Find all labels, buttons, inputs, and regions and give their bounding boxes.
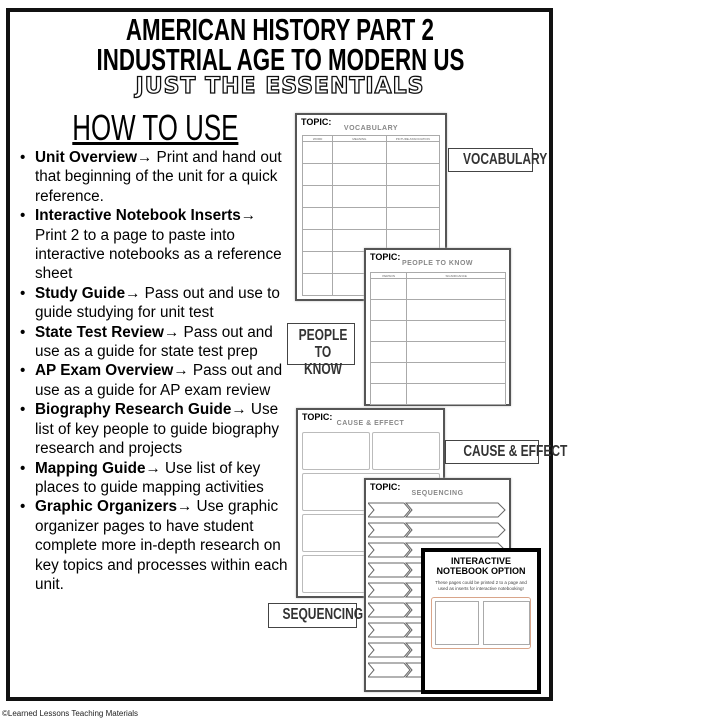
how-to-use-list xyxy=(20,148,290,594)
how-to-use-item xyxy=(20,323,290,362)
topic-label: TOPIC: xyxy=(370,252,401,262)
how-to-use-item xyxy=(20,206,290,284)
people-to-know-preview xyxy=(364,248,511,406)
column-header: MEANING xyxy=(333,136,386,142)
people-table xyxy=(370,272,506,405)
item-description: Use list of key people to guide biography research and projects xyxy=(35,401,280,458)
heading-text: HOW TO USE xyxy=(72,107,239,148)
column-header: PICTURE ASSOCIATION xyxy=(386,136,439,142)
topic-label: TOPIC: xyxy=(302,412,333,422)
subtitle: JUST THE ESSENTIALS xyxy=(135,74,425,99)
preview-title: VOCABULARY xyxy=(343,125,399,132)
topic-label: TOPIC: xyxy=(370,482,401,492)
cause-effect-label xyxy=(445,440,568,464)
how-to-use-item xyxy=(20,284,290,323)
item-description: Print 2 to a page to paste into interactive notebooks as a reference sheet xyxy=(35,226,282,283)
how-to-use-item xyxy=(20,459,290,498)
item-name: Study Guide→ xyxy=(35,284,141,302)
sequence-arrow-row xyxy=(368,522,506,538)
title-text: INDUSTRIAL AGE TO MODERN US xyxy=(96,42,464,77)
label-text: PEOPLE TO KNOW xyxy=(298,327,348,378)
label-text: CAUSE & EFFECT xyxy=(463,443,568,460)
notebook-note: These pages could be printed 2 to a page and used as inserts for interactive notebooking! xyxy=(435,580,527,591)
how-to-use-item xyxy=(20,361,290,400)
column-header: PERSON xyxy=(371,273,407,279)
preview-title: PEOPLE TO KNOW xyxy=(401,260,474,267)
column-header: SIGNIFICANCE xyxy=(407,273,506,279)
item-name: Mapping Guide→ xyxy=(35,459,161,477)
preview-title: SEQUENCING xyxy=(411,490,464,497)
item-name: State Test Review→ xyxy=(35,323,180,341)
item-name: AP Exam Overview→ xyxy=(35,362,189,380)
notebook-title: INTERACTIVE NOTEBOOK OPTION xyxy=(436,556,526,576)
item-description: Print and hand out that beginning of the unit for a quick reference. xyxy=(35,149,282,205)
title-line2 xyxy=(0,44,560,75)
label-text: VOCABULARY xyxy=(463,151,548,168)
item-name: Biography Research Guide→ xyxy=(35,401,247,419)
vocabulary-label xyxy=(448,148,548,172)
item-description: Use graphic organizer pages to have student complete more in-depth research on key topics and processes within each unit. xyxy=(35,498,288,593)
notebook-spread xyxy=(431,597,531,649)
item-name: Graphic Organizers→ xyxy=(35,498,193,516)
item-description: Pass out and use as a guide for AP exam review xyxy=(35,362,283,399)
preview-title: CAUSE & EFFECT xyxy=(336,420,405,427)
how-to-use-item xyxy=(20,400,290,458)
column-header: WORD xyxy=(303,136,333,142)
item-description: Pass out and use as a guide for state test prep xyxy=(35,323,273,361)
sequencing-label xyxy=(268,603,364,628)
item-description: Pass out and use to guide studying for unit test xyxy=(35,284,280,322)
title-line1 xyxy=(0,14,560,45)
item-name: Interactive Notebook Inserts→ xyxy=(35,207,257,225)
sequence-arrow-row xyxy=(368,502,506,518)
how-to-use-item xyxy=(20,148,290,206)
item-name: Unit Overview→ xyxy=(35,149,153,166)
interactive-notebook-preview xyxy=(421,548,541,694)
item-description: Use list of key places to guide mapping activities xyxy=(35,459,264,496)
label-text: SEQUENCING xyxy=(282,606,364,623)
how-to-use-heading xyxy=(40,108,270,148)
people-to-know-label xyxy=(287,323,355,378)
copyright: ©Learned Lessons Teaching Materials xyxy=(2,709,139,718)
how-to-use-item xyxy=(20,497,290,594)
topic-label: TOPIC: xyxy=(301,117,332,127)
title-text: AMERICAN HISTORY PART 2 xyxy=(126,12,434,47)
